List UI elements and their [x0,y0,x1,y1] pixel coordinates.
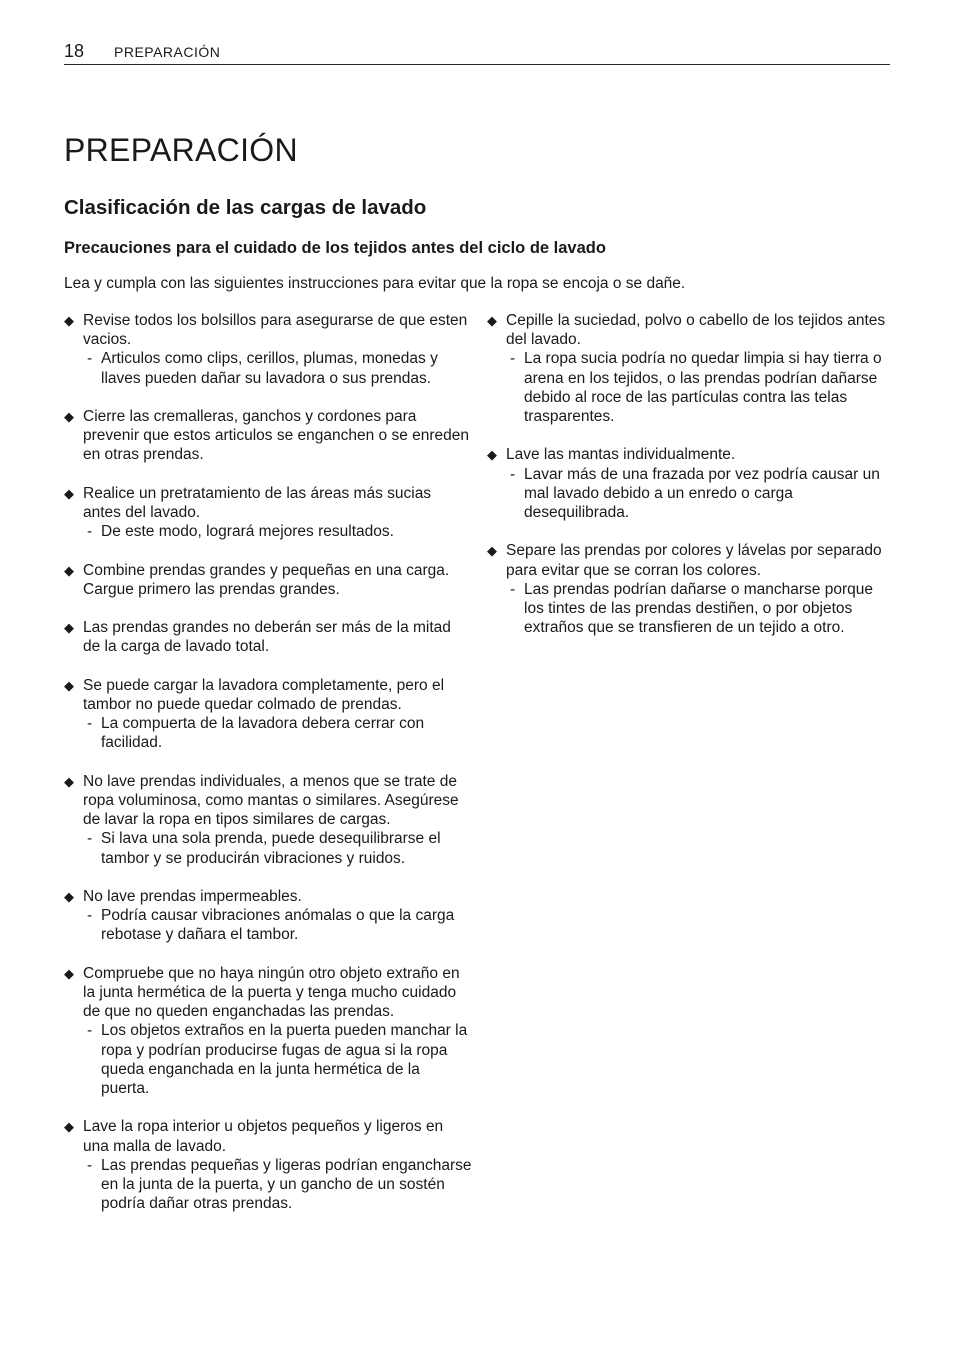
header-section-label: PREPARACIÓN [114,44,221,60]
diamond-bullet-icon: ◆ [487,543,497,559]
list-item-text: No lave prendas individuales, a menos que se trate de ropa voluminosa, como mantas o similares. Asegúrese de lavar la ropa en tipos similares de cargas. [83,772,459,829]
subnote-text: Articulos como clips, cerillos, plumas, monedas y llaves pueden dañar su lavadora o sus prendas. [101,350,438,387]
list-item-text: Lave la ropa interior u objetos pequeños y ligeros en una malla de lavado. [83,1118,444,1155]
diamond-bullet-icon: ◆ [64,485,74,501]
list-item-subnote [510,580,897,638]
dash-marker: - [87,523,93,541]
diamond-bullet-icon: ◆ [64,620,74,636]
dash-marker: - [510,465,516,483]
diamond-bullet-icon: ◆ [64,677,74,693]
list-item [487,445,897,522]
subnote-text: Las prendas pequeñas y ligeras podrían engancharse en la junta de la puerta, y un gancho de un sostén podría dañar otras prendas. [101,1156,472,1213]
diamond-bullet-icon: ◆ [64,773,74,789]
dash-marker: - [87,1156,93,1174]
subnote-text: Si lava una sola prenda, puede desequilibrarse el tambor y se producirán vibraciones y ruidos. [101,830,441,867]
list-item-text: Realice un pretratamiento de las áreas más sucias antes del lavado. [83,484,432,521]
subsection-heading: Precauciones para el cuidado de los tejidos antes del ciclo de lavado [64,239,606,257]
list-item-text: Separe las prendas por colores y lávelas por separado para evitar que se corran los colores. [506,542,882,579]
list-item-subnote [510,465,897,523]
section-subtitle: Clasificación de las cargas de lavado [64,196,427,219]
subnote-text: Las prendas podrían dañarse o mancharse porque los tintes de las prendas destiñen, o por objetos extraños que se transfieren de un tejido a otro. [524,580,873,637]
subnote-text: Podría causar vibraciones anómalas o que la carga rebotase y dañara el tambor. [101,907,455,944]
diamond-bullet-icon: ◆ [64,313,74,328]
diamond-bullet-icon: ◆ [487,313,497,328]
list-item-text: Compruebe que no haya ningún otro objeto extraño en la junta hermética de la puerta y tenga mucho cuidado de que no queden enganchadas las prendas. [83,964,460,1021]
list-item-subnote [87,1021,472,1098]
list-item [64,618,472,656]
list-item-subnote [510,349,897,426]
list-item [64,887,472,945]
list-item-text: Revise todos los bolsillos para asegurarse de que esten vacios. [83,312,468,349]
dash-marker: - [510,580,516,598]
list-item [64,407,472,465]
list-item-subnote [87,714,472,752]
intro-paragraph: Lea y cumpla con las siguientes instrucciones para evitar que la ropa se encoja o se dañe. [64,275,686,292]
list-item-subnote [87,522,472,541]
list-item-subnote [87,349,472,387]
list-item-subnote [87,906,472,944]
list-item-text: Cepille la suciedad, polvo o cabello de los tejidos antes del lavado. [506,312,886,349]
list-item [64,964,472,1098]
diamond-bullet-icon: ◆ [64,409,74,424]
list-item-subnote [87,829,472,867]
dash-marker: - [87,1022,93,1040]
list-item-text: Combine prendas grandes y pequeñas en una carga. Cargue primero las prendas grandes. [83,561,450,598]
subnote-text: La ropa sucia podría no quedar limpia si hay tierra o arena en los tejidos, o las prendas podrían dañarse debido al roce de las partículas contra las telas trasparentes. [524,350,882,426]
right-column [487,311,897,657]
list-item [64,484,472,542]
dash-marker: - [87,715,93,733]
list-item [64,772,472,868]
page-title: PREPARACIÓN [64,132,298,168]
dash-marker: - [87,830,93,848]
list-item [64,561,472,599]
list-item-text: Cierre las cremalleras, ganchos y cordones para prevenir que estos articulos se enganchen o se enreden en otras prendas. [83,408,470,464]
subnote-text: Lavar más de una frazada por vez podría causar un mal lavado debido a un enredo o carga desequilibrada. [524,465,880,522]
list-item-text: Se puede cargar la lavadora completamente, pero el tambor no puede quedar colmado de prendas. [83,676,445,713]
list-item [64,311,472,388]
subnote-text: Los objetos extraños en la puerta pueden manchar la ropa y podrían producirse fugas de agua si la ropa queda enganchada en la junta hermética de la puerta. [101,1022,468,1097]
list-item [487,311,897,426]
page-number: 18 [64,41,85,61]
page-header [64,40,890,65]
subnote-text: De este modo, logrará mejores resultados. [101,523,394,541]
diamond-bullet-icon: ◆ [64,1119,74,1135]
list-item-text: No lave prendas impermeables. [83,887,302,905]
list-item-subnote [87,1156,472,1214]
diamond-bullet-icon: ◆ [64,888,74,904]
diamond-bullet-icon: ◆ [64,965,74,981]
dash-marker: - [87,907,93,925]
list-item [487,541,897,637]
dash-marker: - [510,350,516,368]
list-item [64,676,472,753]
subnote-text: La compuerta de la lavadora debera cerrar con facilidad. [101,715,425,752]
list-item-text: Las prendas grandes no deberán ser más de la mitad de la carga de lavado total. [83,619,451,656]
list-item [64,1117,472,1213]
list-item-text: Lave las mantas individualmente. [506,446,736,464]
dash-marker: - [87,350,93,368]
diamond-bullet-icon: ◆ [487,447,497,463]
diamond-bullet-icon: ◆ [64,562,74,578]
left-column [64,311,472,1233]
